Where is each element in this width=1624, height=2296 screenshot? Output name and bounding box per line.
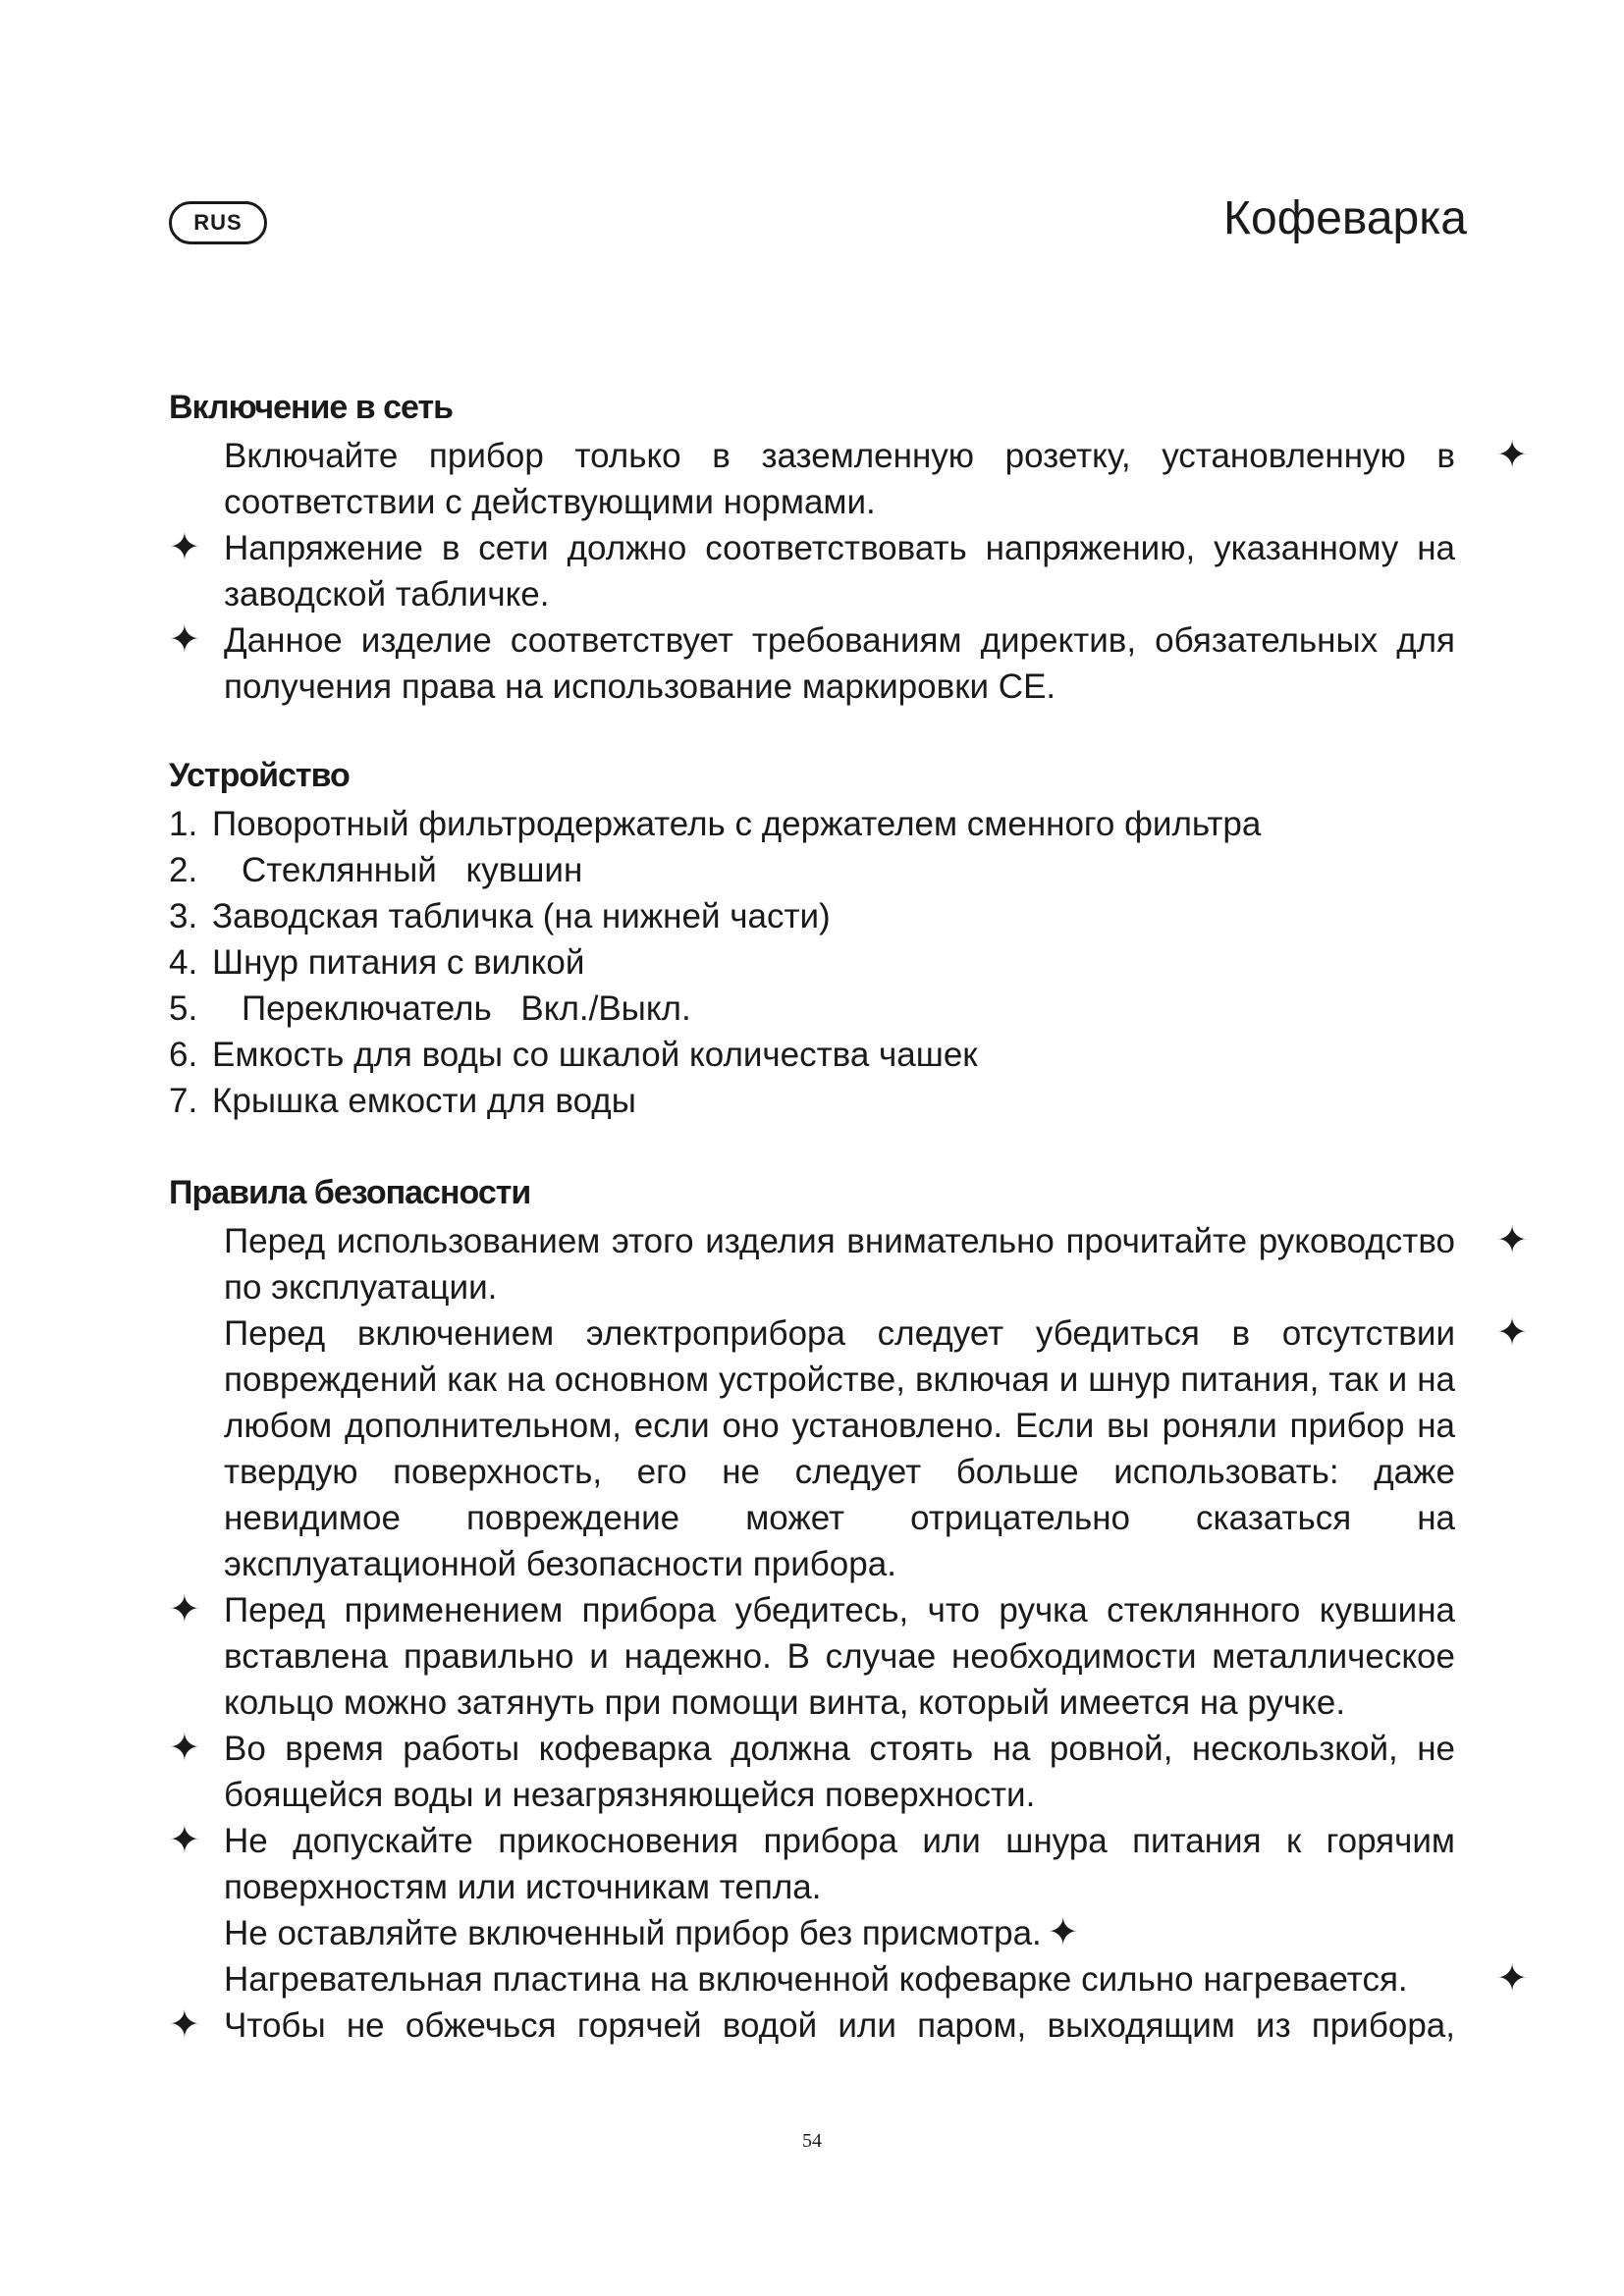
list-number: 5. (169, 989, 198, 1028)
list-item (169, 1032, 1485, 1078)
paragraph (169, 1818, 1455, 1910)
paragraph (169, 617, 1455, 710)
list-number: 6. (169, 1036, 198, 1074)
list-item (169, 986, 1485, 1032)
paragraph (169, 1910, 1455, 1956)
star-bullet-icon: ✦ (1496, 1958, 1528, 2000)
star-bullet-icon: ✦ (169, 527, 200, 568)
list-number: 7. (169, 1082, 198, 1120)
numbered-list (169, 801, 1485, 1124)
section-device (169, 756, 1485, 1124)
language-badge: RUS (169, 201, 267, 244)
paragraph (169, 1218, 1528, 1310)
star-bullet-icon: ✦ (1496, 1312, 1528, 1354)
paragraph-text: Чтобы не обжечься горячей водой или паром, выходящим из прибора, (224, 2006, 1455, 2045)
paragraph-text: Данное изделие соответствует требованиям директив, обязательных для получения права на использование маркировки CE. (224, 621, 1455, 706)
star-bullet-icon: ✦ (169, 1820, 200, 1861)
document-title: Кофеварка (1223, 192, 1467, 244)
section-heading: Устройство (169, 757, 350, 794)
star-bullet-icon: ✦ (1496, 1220, 1528, 1261)
paragraph (169, 1310, 1528, 1587)
star-bullet-icon: ✦ (169, 2004, 200, 2046)
page-number: 54 (802, 2130, 822, 2152)
star-bullet-icon: ✦ (169, 1728, 200, 1769)
paragraph-text: Напряжение в сети должно соответствовать напряжению, указанному на заводской табличке. (224, 529, 1455, 614)
section-power (169, 388, 1528, 710)
paragraph-text: Перед включением электроприбора следует убедиться в отсутствии повреждений как на основном устройстве, включая и шнур питания, так и на любом дополнительном, если оно установлено. Если вы роняли прибор на твердую поверхность, его не следует больше использовать: даже невидимое повреждение может отрицательно сказаться на эксплуатационной безопасности прибора. (224, 1314, 1455, 1583)
paragraph (169, 1956, 1528, 2002)
list-number: 4. (169, 943, 198, 982)
list-item (169, 893, 1485, 939)
list-number: 3. (169, 897, 198, 935)
list-text: Емкость для воды со шкалой количества чашек (212, 1036, 978, 1074)
section-heading: Правила безопасности (169, 1174, 531, 1211)
list-item (169, 1078, 1485, 1124)
paragraph-text: Включайте прибор только в заземленную розетку, установленную в соответствии с действующими нормами. (224, 437, 1455, 521)
paragraph (169, 433, 1528, 525)
list-number: 1. (169, 805, 198, 843)
section-safety (169, 1173, 1528, 2049)
paragraph-text: Во время работы кофеварка должна стоять на ровной, нескользкой, не боящейся воды и незагрязняющейся поверхности. (224, 1730, 1455, 1814)
list-text: Крышка емкости для воды (212, 1082, 636, 1120)
paragraph (169, 2002, 1455, 2049)
paragraph-text: Перед применением прибора убедитесь, что ручка стеклянного кувшина вставлена правильно и надежно. В случае необходимости металлическое кольцо можно затянуть при помощи винта, который имеется на ручке. (224, 1591, 1455, 1722)
list-text: Поворотный фильтродержатель с держателем сменного фильтра (212, 805, 1262, 843)
paragraph-text: Не оставляйте включенный прибор без присмотра. (224, 1914, 1042, 1952)
list-item (169, 939, 1485, 986)
list-text: Стеклянный кувшин (242, 851, 583, 889)
paragraph-text: Не допускайте прикосновения прибора или шнура питания к горячим поверхностям или источникам тепла. (224, 1822, 1455, 1906)
star-bullet-icon: ✦ (169, 1589, 200, 1630)
list-item (169, 801, 1485, 847)
section-heading: Включение в сеть (169, 389, 454, 426)
paragraph (169, 1587, 1455, 1726)
list-text: Переключатель Вкл./Выкл. (242, 989, 691, 1028)
paragraph-text: Нагревательная пластина на включенной кофеварке сильно нагревается. (224, 1960, 1408, 1999)
star-bullet-icon: ✦ (1047, 1912, 1079, 1953)
paragraph (169, 1726, 1455, 1818)
list-number: 2. (169, 851, 198, 889)
list-text: Шнур питания с вилкой (212, 943, 585, 982)
paragraph-text: Перед использованием этого изделия внимательно прочитайте руководство по эксплуатации. (224, 1222, 1455, 1307)
star-bullet-icon: ✦ (1496, 435, 1528, 476)
paragraph (169, 525, 1455, 617)
list-item (169, 847, 1485, 893)
list-text: Заводская табличка (на нижней части) (212, 897, 831, 935)
star-bullet-icon: ✦ (169, 619, 200, 661)
